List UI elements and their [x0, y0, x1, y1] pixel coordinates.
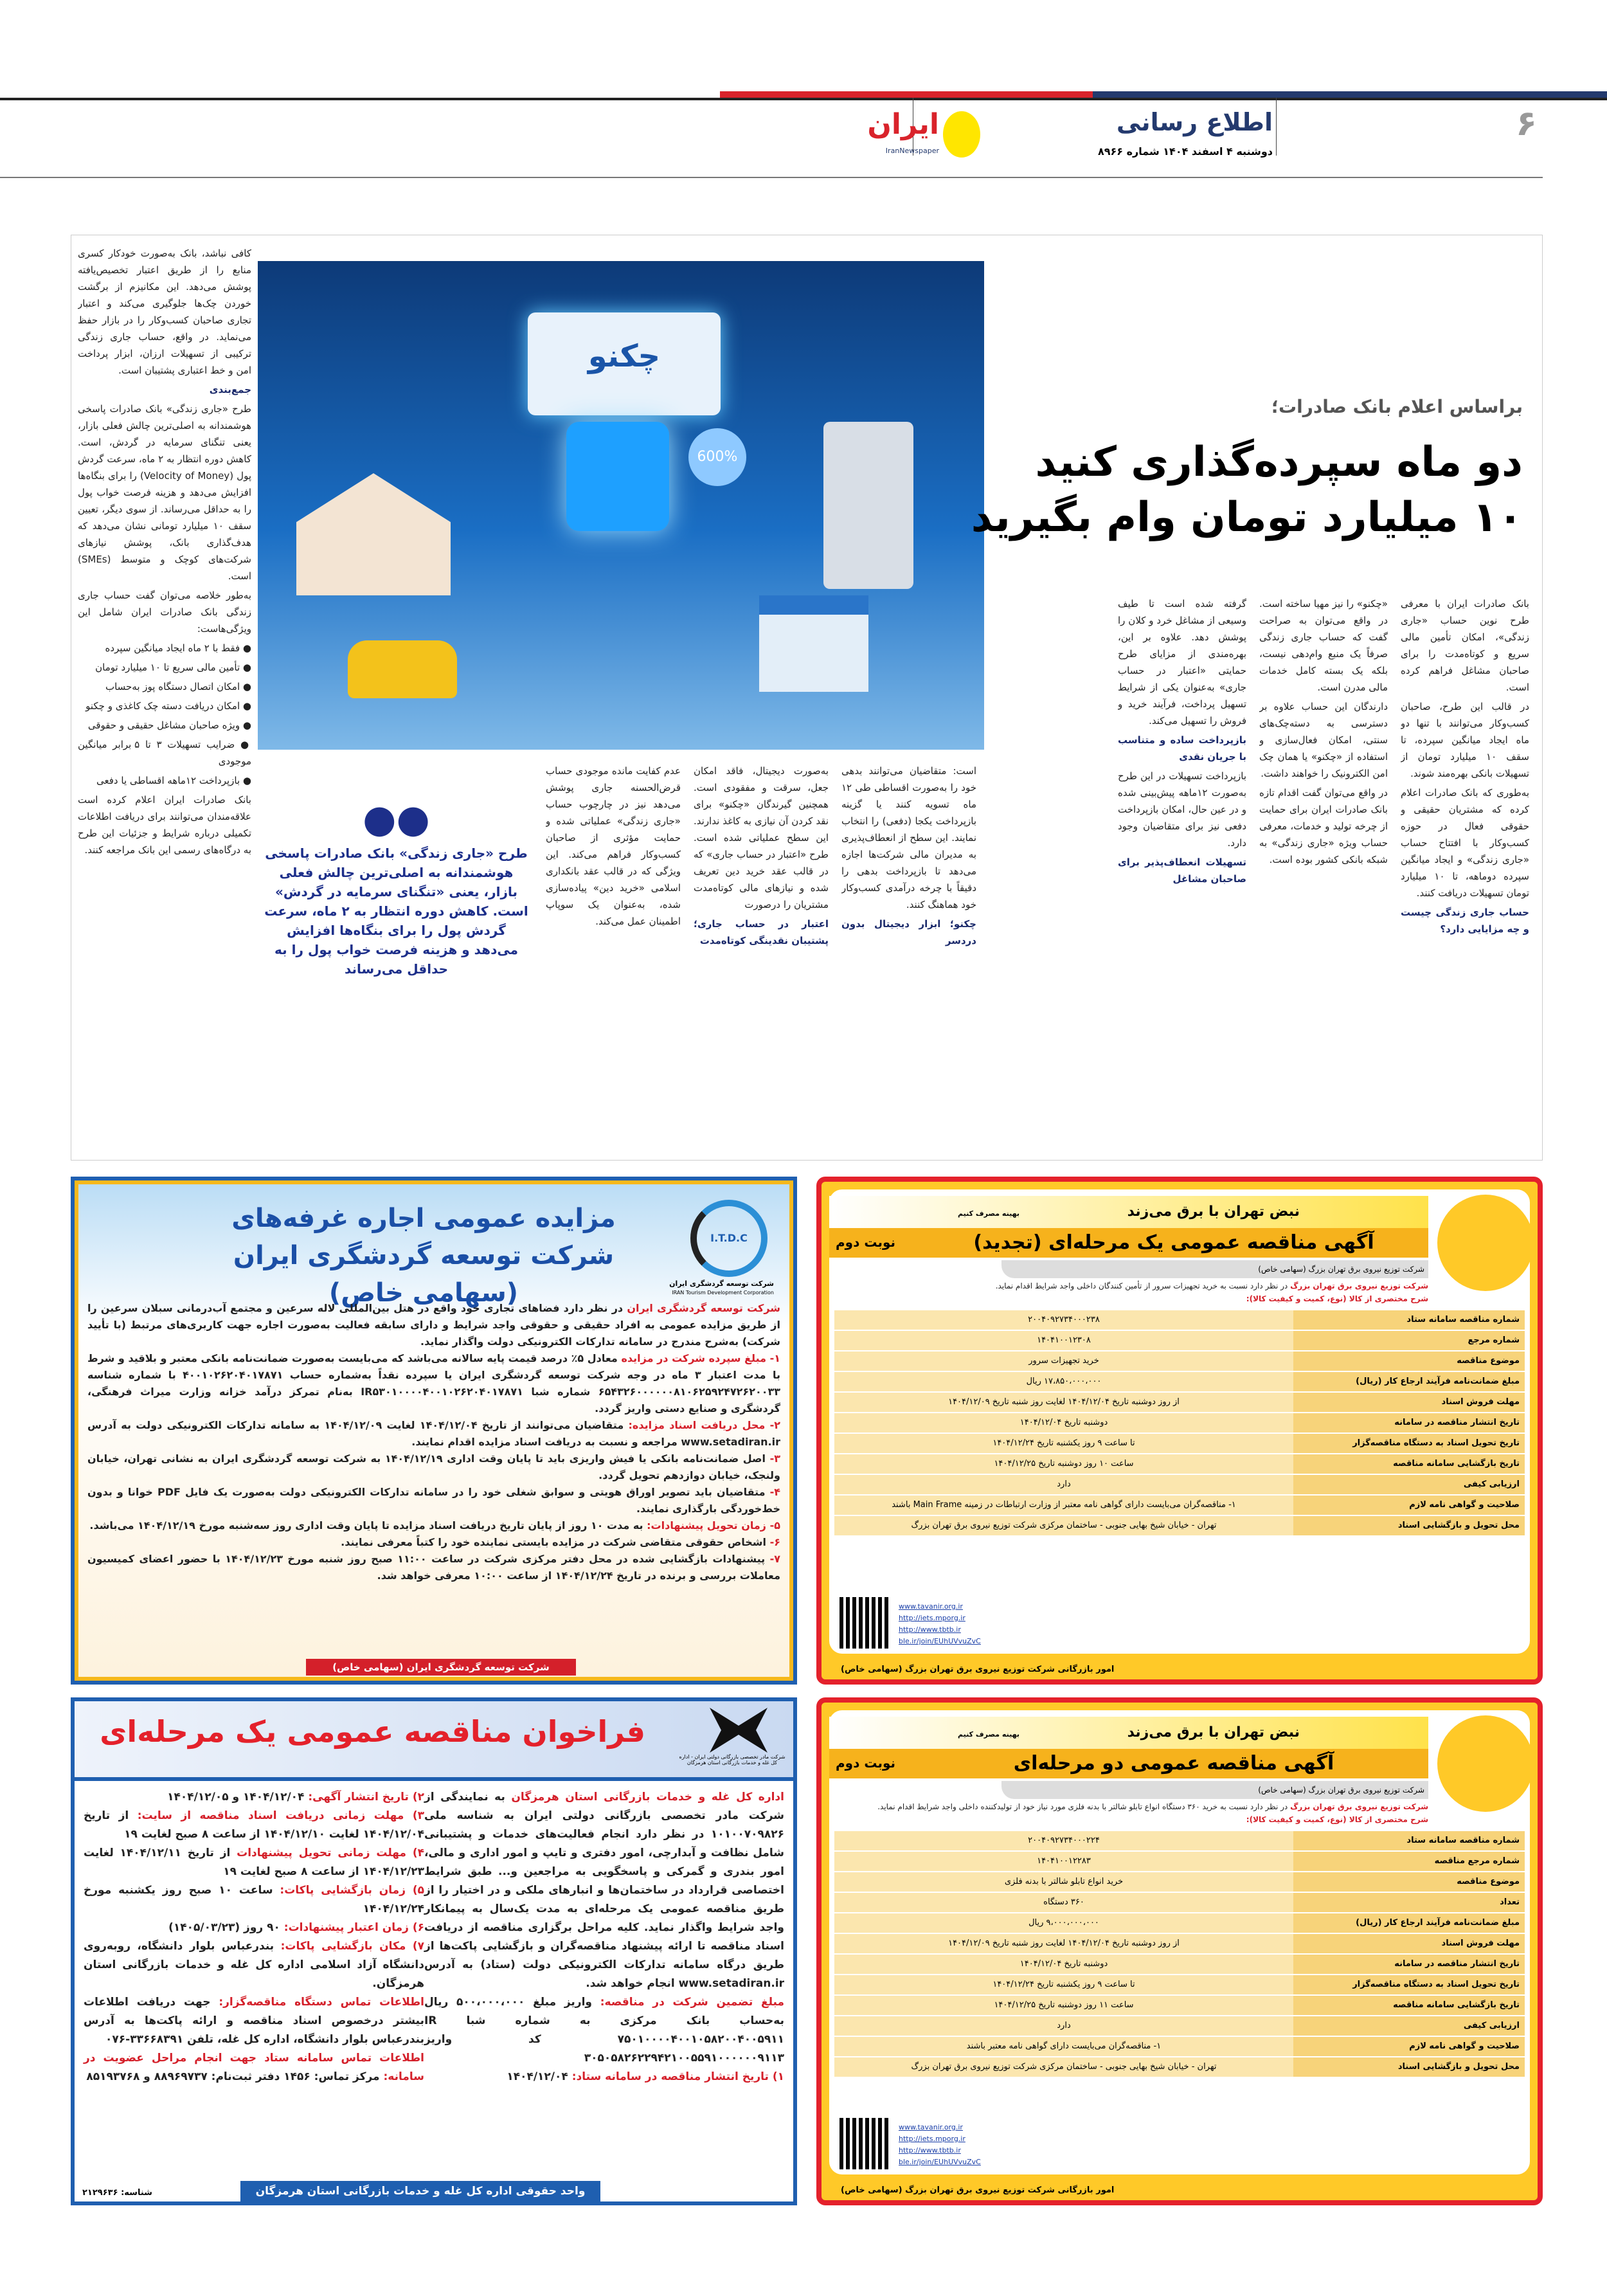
phone-card [528, 312, 721, 415]
item-heading: ۶- [769, 1536, 780, 1548]
item-heading: ۵) زمان بازگشایی پاکات: [280, 1884, 425, 1897]
row-label: مهلت فروش اسناد [1293, 1393, 1525, 1412]
logo-caption-en: IRAN Tourism Development Corporation [672, 1290, 774, 1296]
row-value: تهران - خیابان شیخ بهایی جنوبی - ساختمان مرکزی شرکت توزیع نیروی برق تهران بزرگ [834, 2057, 1293, 2077]
row-label: شماره مرجع مناقصه [1293, 1852, 1525, 1871]
paragraph: است: متقاضیان می‌توانند بدهی خود را به‌صورت اقساطی طی ۱۲ ماه تسویه کنند یا گزینه بازپرداخت یکجا (دفعی) را انتخاب نمایند. این سطح از انعطاف‌پذیری به مدیران مالی شرکت‌ها اجازه می‌دهد تا بازپرداخت بدهی را دقیقاً با چرخه درآمدی کسب‌وکار خود هماهنگ کنند. [841, 765, 976, 910]
intro-text: در نظر دارد نسبت به خرید تجهیزات سرور از تأمین کنندگان داخلی واجد شرایط اقدام نماید. [995, 1281, 1291, 1290]
lead-text: در نظر دارد فضاهای تجاری خود واقع در هتل بین‌المللی لاله سرعین و مجتمع آب‌درمانی سبلان سرعین را از طریق مزایده عمومی به افراد حقیقی و حقوقی واجد شرایط و دارای سابقه فعالیت به‌صورت اجاره جهت کاربری‌های مرتبط (با تأیید شرکت) به‌شرح مندرج در سامانه تدارکات الکترونیکی دولت واگذار نماید. [87, 1302, 780, 1348]
intro [834, 1279, 1428, 1305]
ad-title: فراخوان مناقصه عمومی یک مرحله‌ای [100, 1714, 645, 1749]
logo-sun-icon [943, 111, 980, 158]
row-label: تاریخ بازگشایی سامانه مناقصه [1293, 1996, 1525, 2015]
ad-body [87, 1300, 780, 1584]
table-row [834, 1331, 1525, 1351]
link[interactable]: www.tavanir.org.ir [899, 2123, 963, 2131]
table-row [834, 1852, 1525, 1872]
list-item: ● امکان دریافت دسته چک کاغذی و چکنو [85, 700, 251, 712]
list-item: ● فقط با ۲ ماه ایجاد میانگین سپرده [105, 642, 251, 654]
ad-title-2: شرکت توسعه گردشگری ایران (سهامی خاص) [233, 1241, 615, 1308]
row-label: مهلت فروش اسناد [1293, 1934, 1525, 1953]
row-value: تهران - خیابان شیخ بهایی جنوبی - ساختمان مرکزی شرکت توزیع نیروی برق تهران بزرگ [834, 1516, 1293, 1535]
row-label: تاریخ تحویل اسناد به دستگاه مناقصه‌گزار [1293, 1975, 1525, 1994]
link[interactable]: http://www.tbtb.ir [899, 2146, 961, 2155]
table-row [834, 1475, 1525, 1496]
intro [834, 1800, 1428, 1826]
intro-highlight: شرکت توزیع نیروی برق تهران بزرگ [1290, 1802, 1428, 1811]
table-row [834, 1893, 1525, 1913]
table-row [834, 1434, 1525, 1454]
tavanir-logo-icon [1437, 1195, 1534, 1291]
row-value: خرید تجهیزات سرور [834, 1351, 1293, 1371]
ad-ghalleh-tender [71, 1697, 797, 2205]
row-label: صلاحیت و گواهی نامه لازم [1293, 2037, 1525, 2056]
date-line: دوشنبه ۴ اسفند ۱۴۰۴ شماره ۸۹۶۶ [1097, 145, 1273, 158]
table-row [834, 1310, 1525, 1331]
slogan-sub: بهینه مصرف کنیم [958, 1730, 1019, 1739]
table-row [834, 1996, 1525, 2016]
item-text: واریز مبلغ ۵۰۰،۰۰۰،۰۰۰ ریال به‌حساب بانک مرکزی به شماره شبا IR ۷۵۰۱۰۰۰۰۴۰۰۱۰۵۸۲۰۰۴۰۰۵۹۱۱ کد واریز ۳۰۵۰۵۸۲۶۲۲۹۴۲۱۰۰۵۵۹۱۰۰۰۰۰۰۹۱۱۳ [424, 1996, 784, 2065]
item-heading: ۱) تاریخ انتشار مناقصه در سامانه ستاد: [571, 2070, 784, 2083]
paragraph: به‌طور خلاصه می‌توان گفت حساب جاری زندگی بانک صادرات ایران شامل این ویژگی‌هاست: [78, 590, 251, 635]
slogan: نبض تهران با برق می‌زند [1127, 1204, 1300, 1220]
item-heading: ۷- [769, 1553, 780, 1565]
ad-footer: شرکت توسعه گردشگری ایران (سهامی خاص) [306, 1659, 576, 1676]
row-label: موضوع مناقصه [1293, 1872, 1525, 1892]
table-row [834, 2037, 1525, 2057]
article-column-6 [546, 763, 681, 1148]
row-label: محل تحویل و بازگشایی اسناد [1293, 2057, 1525, 2077]
row-value: ۲۰۰۴۰۹۲۷۳۴۰۰۰۲۳۸ [834, 1310, 1293, 1330]
links [899, 2122, 1066, 2168]
table-row [834, 1372, 1525, 1393]
row-label: تاریخ انتشار مناقصه در سامانه [1293, 1413, 1525, 1433]
row-label: تعداد [1293, 1893, 1525, 1912]
intro-text: در نظر دارد نسبت به خرید ۳۶۰ دستگاه انواع تابلو شالتر با بدنه فلزی مورد نیاز خود از تولیدکننده داخلی واجد شرایط اقدام نماید. [877, 1802, 1291, 1811]
item-text: جهت دریافت اطلاعات بیشتر درخصوص اسناد مناقصه و ارائه پاکت‌ها به آدرس بندرعباس بلوار دانشگاه، اداره کل غله، تلفن ۳۳۶۶۸۳۹۱-۰۷۶ [84, 1996, 424, 2046]
item-text: اصل ضمانت‌نامه بانکی یا فیش واریزی باید تا پایان وقت اداری ۱۴۰۴/۱۲/۱۹ به شرکت توسعه گردشگری ایران به نشانی تهران، خیابان ولنجک، خیابان دوازدهم تحویل گردد. [87, 1452, 780, 1481]
paragraph: دارندگان این حساب علاوه بر دسترسی به دسته‌چک‌های سنتی، امکان فعال‌سازی و استفاده از «چکنو» یا همان چک امن الکترونیک را خواهند داشت. [1259, 701, 1388, 779]
row-value: از روز دوشنبه تاریخ ۱۴۰۴/۱۲/۰۴ لغایت روز شنبه تاریخ ۱۴۰۴/۱۲/۰۹ [834, 1934, 1293, 1953]
lead-highlight: اداره کل غله و خدمات بازرگانی استان هرمزگان [511, 1791, 784, 1803]
row-value: دارد [834, 1475, 1293, 1494]
paragraph: در واقع می‌توان گفت اقدام تازه بانک صادرات ایران برای حمایت از چرخه تولید و خدمات، معرفی حساب ویژه «جاری زندگی» به شبکه بانکی کشور بوده است. [1259, 787, 1388, 865]
row-value: دارد [834, 2016, 1293, 2036]
link[interactable]: http://iets.mporg.ir [899, 2135, 965, 2143]
paragraph: بانک صادرات ایران اعلام کرده است علاقه‌مندان می‌توانند برای دریافت اطلاعات تکمیلی درباره شرایط و جزئیات این طرح به درگاه‌های رسمی این بانک مراجعه کنند. [78, 794, 251, 856]
table-row [834, 1496, 1525, 1516]
ad-footer: امور بازرگانی شرکت توزیع نیروی برق تهران بزرگ (سهامی خاص) [841, 1665, 1115, 1674]
row-value: ۱۴۰۴۱۰۰۱۲۳۰۸ [834, 1331, 1293, 1350]
paragraph: طرح «جاری زندگی» بانک صادرات پاسخی هوشمندانه به اصلی‌ترین چالش فعلی بازار، یعنی تنگنای سرمایه در گردش، است. کاهش دوره انتظار به ۲ ماه، سرعت گردش پول (Velocity of Money) را برای بنگاه‌ها افزایش می‌دهد و هزینه فرصت خواب پول را به حداقل می‌رساند. از سوی دیگر، تعیین سقف ۱۰ میلیارد تومانی نشان می‌دهد که هدف‌گذاری بانک، پوشش نیازهای شرکت‌های کوچک و متوسط (SMEs) است. [78, 403, 251, 582]
table-row [834, 1351, 1525, 1372]
slogan-sub: بهینه مصرف کنیم [958, 1209, 1019, 1218]
link[interactable]: ble.ir/join/EUhUVvuZvC [899, 1637, 981, 1645]
row-label: صلاحیت و گواهی نامه لازم [1293, 1496, 1525, 1515]
header-bottom-rule [0, 177, 1543, 178]
item-heading: ۳) مهلت زمانی دریافت اسناد مناقصه از سایت: [137, 1809, 425, 1822]
itdc-logo: I.T.D.C [690, 1200, 768, 1277]
ad-id-code: شناسه: ۲۱۲۹۶۳۶ [82, 2188, 152, 2198]
newspaper-logo [865, 108, 980, 159]
header-rule [0, 98, 1607, 100]
item-heading: ۱- مبلغ سپرده شرکت در مزایده [621, 1352, 781, 1364]
row-label: شماره مناقصه سامانه ستاد [1293, 1310, 1525, 1330]
item-text[interactable]: متقاضیان می‌توانند از تاریخ ۱۴۰۴/۱۲/۰۴ لغایت ۱۴۰۴/۱۲/۰۹ به سامانه تدارکات الکترونیکی دولت به آدرس www.setadiran.ir مراجعه و نسبت به دریافت اسناد مزایده اقدام نمایند. [87, 1419, 780, 1448]
item-text: ۱۴۰۴/۱۲/۰۴ [507, 2070, 572, 2083]
item-heading: ۶) زمان اعتبار پیشنهادات: [283, 1921, 424, 1934]
quote-icon: ●● [363, 797, 430, 842]
qr-code-icon [839, 1597, 891, 1649]
item-heading: ۲) تاریخ انتشار آگهی: [308, 1791, 424, 1803]
link[interactable]: ble.ir/join/EUhUVvuZvC [899, 2158, 981, 2166]
article-title [971, 435, 1523, 545]
round-badge: نوبت دوم [836, 1755, 896, 1771]
ad-tavanir-tender-2 [816, 1697, 1543, 2205]
item-text: متقاضیان باید تصویر اوراق هویتی و سوابق شغلی خود را در سامانه تدارکات الکترونیکی دولت به‌صورت یک فایل PDF خوانا و بدون خط‌خوردگی بارگذاری نمایند. [87, 1486, 780, 1515]
table-row [834, 1393, 1525, 1413]
round-badge: نوبت دوم [836, 1234, 896, 1250]
item-text: معادل ۵٪ درصد قیمت پایه سالانه می‌باشد که می‌بایست به‌صورت ضمانت‌نامه بانکی معتبر و بلاقید و شرط با مدت اعتبار ۳ ماه در وجه شرکت توسعه گردشگری ایران یا سپرده نقداً به‌شماره حساب ۴۰۰۱۰۲۶۲۰۴۰۱۷۸۷۱ با شماره شناسه ۶۵۴۳۲۶۰۰۰۰۰۰۸۱۰۶۲۵۹۲۴۷۲۶۲۰۰۳۳ شماره شبا IR۵۳۰۱۰۰۰۰۴۰۰۱۰۲۶۲۰۴۰۱۷۸۷۱ به‌نام تمرکز درآمد خزانه وزارت میراث فرهنگی، گردشگری و صنایع دستی واریز گردد. [87, 1352, 781, 1415]
paragraph: کافی نباشد، بانک به‌صورت خودکار کسری منابع را از طریق اعتبار تخصیص‌یافته پوشش می‌دهد. این مکانیزم از برگشت خوردن چک‌ها جلوگیری می‌کند و اعتبار تجاری صاحبان کسب‌وکار را در بازار حفظ می‌نماید. در واقع، حساب جاری زندگی ترکیبی از تسهیلات ارزان، ابزار پرداخت امن و خط اعتباری پشتیبان است. [78, 248, 251, 376]
ad-col-right [424, 1788, 784, 2086]
row-value: ۹،۰۰۰،۰۰۰،۰۰۰ ریال [834, 1913, 1293, 1933]
list-item: ● بازپرداخت ۱۲ماهه اقساطی یا دفعی [96, 775, 251, 786]
table-row [834, 1913, 1525, 1934]
table-row [834, 2057, 1525, 2078]
row-value: ۱۴۰۴۱۰۰۱۲۲۸۳ [834, 1852, 1293, 1871]
table-row [834, 1975, 1525, 1996]
row-label: ارزیابی کیفی [1293, 2016, 1525, 2036]
item-text: اشخاص حقوقی متقاضی شرکت در مزایده بایستی نماینده خود را کتباً معرفی نمایند. [341, 1536, 770, 1548]
item-heading: ۴) مهلت زمانی تحویل پیشنهادات [237, 1847, 424, 1859]
logo-caption: شرکت مادر تخصصی بازرگانی دولتی ایران - اداره کل غله و خدمات بازرگانی استان هرمزگان [679, 1754, 786, 1766]
house-icon [296, 473, 451, 595]
paragraph: گرفته شده است تا طیف وسیعی از مشاغل خرد و کلان را پوشش دهد. علاوه بر این، بهره‌مندی از مزایای طرح حمایتی «اعتبار در حساب جاری» به‌عنوان یکی از شرایط تسهیل پرداخت، فرآیند خرید و فروش را تسهیل می‌کند. [1118, 598, 1246, 727]
article-column-7 [78, 245, 251, 1152]
row-value: دوشنبه تاریخ ۱۴۰۴/۱۲/۰۴ [834, 1413, 1293, 1433]
table-row [834, 1955, 1525, 1975]
row-label: تاریخ انتشار مناقصه در سامانه [1293, 1955, 1525, 1974]
item-heading: ۳- [769, 1452, 780, 1465]
pullquote [263, 797, 530, 979]
coin-badge: 600% [688, 428, 746, 486]
table-row [834, 2016, 1525, 2037]
article-image [258, 261, 984, 750]
row-value: از روز دوشنبه تاریخ ۱۴۰۴/۱۲/۰۴ لغایت روز شنبه تاریخ ۱۴۰۴/۱۲/۰۹ [834, 1393, 1293, 1412]
article-kicker: براساس اعلام بانک صادرات؛ [1271, 396, 1523, 417]
section-title: اطلاع رسانی [1116, 108, 1273, 136]
company-name: شرکت توزیع نیروی برق تهران بزرگ (سهامی خاص) [1001, 1781, 1428, 1799]
divider [1276, 98, 1277, 156]
row-value: ۱- مناقصه‌گران می‌بایست دارای گواهی نامه معتبر از وزارت ارتباطات در زمینه Main Frame باشند [834, 1496, 1293, 1515]
item-text: به مدت ۱۰ روز از پایان تاریخ دریافت اسناد مزایده تا پایان وقت اداری روز سه‌شنبه مورخ ۱۴۰۴/۱۲/۱۹ می‌باشد. [89, 1519, 647, 1532]
subheading: تسهیلات انعطاف‌پذیر برای صاحبان مشاغل [1118, 856, 1246, 885]
ad-itdc-auction [71, 1177, 797, 1685]
lock-icon [566, 422, 669, 531]
image-label: چکنو [588, 338, 661, 374]
paragraph: «چکنو» را نیز مهیا ساخته است. در واقع می‌توان به صراحت گفت که حساب جاری زندگی صرفاً یک منبع وام‌دهی نیست، بلکه یک بسته کامل خدمات مالی مدرن است. [1259, 598, 1388, 693]
article-column-3 [1118, 595, 1246, 1148]
list-item: ● ویژه صاحبان مشاغل حقیقی و حقوقی [87, 719, 251, 731]
row-value: ۳۶۰ دستگاه [834, 1893, 1293, 1912]
item-text: پیشنهادات بازگشایی شده در محل دفتر مرکزی شرکت در ساعت ۱۱:۰۰ صبح روز شنبه مورخ ۱۴۰۴/۱۲/۲۳ با حضور اعضای کمیسیون معاملات بررسی و برنده در تاریخ ۱۴۰۴/۱۲/۲۴ از ساعت ۱۰:۰۰ معرفی خواهد شد. [87, 1553, 780, 1582]
row-label: محل تحویل و بازگشایی اسناد [1293, 1516, 1525, 1535]
article [71, 235, 1543, 1161]
slogan-bar [829, 1717, 1428, 1749]
subheading: اعتبار در حساب جاری؛ پشتیبان نقدینگی کوتاه‌مدت [694, 918, 829, 946]
subheading: چکنو؛ ابزار دیجیتال بدون دردسر [841, 918, 976, 946]
link[interactable]: http://www.tbtb.ir [899, 1625, 961, 1634]
logo-caption: شرکت توسعه گردشگری ایران [669, 1279, 774, 1288]
row-label: مبلغ ضمانت‌نامه فرآیند ارجاع کار (ریال) [1293, 1913, 1525, 1933]
tender-table [834, 1310, 1525, 1537]
link[interactable]: www.tavanir.org.ir [899, 1602, 963, 1611]
list-item: ● تأمین مالی سریع تا ۱۰ میلیارد تومان [95, 662, 251, 673]
top-bar-red [720, 91, 1093, 98]
table-row [834, 1454, 1525, 1475]
row-value: تا ساعت ۹ روز یکشنبه تاریخ ۱۴۰۴/۱۲/۲۴ [834, 1975, 1293, 1994]
ad-title-1: مزایده عمومی اجاره غرفه‌های [231, 1204, 616, 1233]
item-heading: اطلاعات تماس سامانه ستاد جهت انجام مراحل عضویت در سامانه: [84, 2052, 424, 2083]
article-column-4 [841, 763, 976, 1148]
row-value: دوشنبه تاریخ ۱۴۰۴/۱۲/۰۴ [834, 1955, 1293, 1974]
item-text: مرکز تماس: ۱۴۵۶ دفتر ثبت‌نام: ۸۸۹۶۹۷۳۷ و ۸۵۱۹۳۷۶۸ [86, 2070, 384, 2083]
row-value: تا ساعت ۹ روز یکشنبه تاریخ ۱۴۰۴/۱۲/۲۴ [834, 1434, 1293, 1453]
item-text: ساعت ۱۰ صبح روز یکشنبه مورخ ۱۴۰۴/۱۲/۲۴ [84, 1884, 424, 1915]
subheading: حساب جاری زندگی چیست و چه مزایایی دارد؟ [1401, 907, 1529, 935]
ad-footer: واحد حقوقی اداره کل غله و خدمات بازرگانی استان هرمزگان [240, 2181, 600, 2201]
row-value: ۲۰۰۴۰۹۲۷۳۴۰۰۰۲۲۴ [834, 1831, 1293, 1850]
item-heading: ۲- محل دریافت اسناد مزایده: [628, 1419, 781, 1431]
item-heading: ۵- زمان تحویل پیشنهادات: [647, 1519, 780, 1532]
article-column-5 [694, 763, 829, 1148]
link[interactable]: http://iets.mporg.ir [899, 1614, 965, 1622]
item-text: ۱۴۰۴/۱۲/۰۴ و ۱۴۰۴/۱۲/۰۵ [167, 1791, 309, 1803]
item-heading: مبلغ تضمین شرکت در مناقصه: [600, 1996, 784, 2009]
table-row [834, 1934, 1525, 1955]
top-bar-navy [1093, 91, 1607, 98]
qr-code-icon [839, 2118, 891, 2169]
item-heading: اطلاعات تماس دستگاه مناقصه‌گزار: [219, 1996, 424, 2009]
ad-tavanir-tender-1 [816, 1177, 1543, 1685]
links [899, 1601, 1066, 1647]
row-label: مبلغ ضمانت‌نامه فرآیند ارجاع کار (ریال) [1293, 1372, 1525, 1391]
row-label: ارزیابی کیفی [1293, 1475, 1525, 1494]
car-icon [348, 640, 457, 698]
paragraph: بانک صادرات ایران با معرفی طرح نوین حساب «جاری زندگی»، امکان تأمین مالی سریع و کوتاه‌مدت را برای صاحبان مشاغل فراهم کرده است. [1401, 598, 1529, 693]
ad-footer: امور بازرگانی شرکت توزیع نیروی برق تهران بزرگ (سهامی خاص) [841, 2185, 1115, 2195]
paragraph: در قالب این طرح، صاحبان کسب‌وکار می‌توانند با تنها دو ماه ایجاد میانگین سپرده، تا سقف ۱۰ میلیارد تومان از تسهیلات بانکی بهره‌مند شوند. [1401, 701, 1529, 779]
list-item: ● ضرایب تسهیلات ۳ تا ۵ برابر میانگین موجودی [78, 739, 251, 767]
table-row [834, 1831, 1525, 1852]
title-line-2: ۱۰ میلیارد تومان وام بگیرید [971, 494, 1523, 541]
article-column-2 [1259, 595, 1388, 1148]
item-text: از تاریخ ۱۴۰۴/۱۲/۱۱ لغایت ۱۴۰۴/۱۲/۲۳ از ساعت ۸ صبح لغایت ۱۹ [84, 1847, 424, 1878]
paragraph: به‌طوری که بانک صادرات اعلام کرده که مشتریان حقیقی و حقوقی فعال در حوزه کسب‌وکار با افتتاح حساب «جاری زندگی» و ایجاد میانگین سپرده دوماهه، تا ۱۰ میلیارد تومان تسهیلات دریافت کنند. [1401, 787, 1529, 899]
pullquote-text: طرح «جاری زندگی» بانک صادرات پاسخی هوشمندانه به اصلی‌ترین چالش فعلی بازار، یعنی «تنگنای سرمایه در گردش» است. کاهش دوره انتظار به ۲ ماه، سرعت گردش پول را برای بنگاه‌ها افزایش می‌دهد و هزینه فرصت خواب پول را به حداقل می‌رساند [264, 845, 528, 977]
atm-icon [823, 422, 913, 589]
row-value: ۱۷،۸۵۰،۰۰۰،۰۰۰ ریال [834, 1372, 1293, 1391]
table-row [834, 1516, 1525, 1537]
table-row [834, 1413, 1525, 1434]
company-name: شرکت توزیع نیروی برق تهران بزرگ (سهامی خاص) [1001, 1260, 1428, 1278]
table-row [834, 1872, 1525, 1893]
slogan-bar [829, 1196, 1428, 1228]
row-label: شماره مرجع [1293, 1331, 1525, 1350]
row-value: ۱- مناقصه‌گران می‌بایست دارای گواهی نامه معتبر باشند [834, 2037, 1293, 2056]
subheading: جمع‌بندی [209, 384, 251, 395]
brief: شرح مختصری از کالا (نوع، کمیت و کیفیت کالا): [1246, 1815, 1428, 1824]
ad-title: آگهی مناقصه عمومی دو مرحله‌ای [829, 1749, 1428, 1778]
article-column-1 [1401, 595, 1529, 1148]
intro-highlight: شرکت توزیع نیروی برق تهران بزرگ [1290, 1281, 1428, 1290]
lead-highlight: شرکت توسعه گردشگری ایران [627, 1302, 781, 1314]
item-heading: ۷) مکان بازگشایی پاکات: [280, 1940, 425, 1953]
logo-text: ایران [867, 108, 939, 141]
item-text: ۹۰ روز (۱۴۰۵/۰۳/۲۳) [168, 1921, 284, 1934]
slogan: نبض تهران با برق می‌زند [1127, 1724, 1300, 1740]
title-line-1: دو ماه سپرده‌گذاری کنید [1035, 438, 1523, 486]
lead-text: به نمایندگی از شرکت مادر تخصصی بازرگانی دولتی ایران به شناسه ملی ۱۰۱۰۰۷۰۹۸۲۶ در نظر دارد انجام فعالیت‌های خدمات و پشتیبانی شامل نظافت و آبدارچی، امور دفتری و تایپ و امور اداری و مالی، امور بندری و گمرکی و پاسخگویی به مراجعین و... طبق شرایط اختصاصی قرارداد در ساختمان‌ها و انبارهای ملکی و در اختیار را از طریق مناقصه عمومی یک مرحله‌ای به مدت یک‌سال به پیمانکار واجد شرایط واگذار نماید. کلیه مراحل برگزاری مناقصه از دریافت اسناد مناقصه تا ارائه پیشنهاد مناقصه‌گران و بازگشایی پاکت‌ها از طریق درگاه سامانه تدارکات الکترونیکی دولت (ستاد) به آدرس www.setadiran.ir انجام خواهد شد. [424, 1791, 784, 1990]
brief: شرح مختصری از کالا (نوع، کمیت و کیفیت کالا): [1246, 1294, 1428, 1303]
row-label: شماره مناقصه سامانه ستاد [1293, 1831, 1525, 1850]
row-value: ساعت ۱۰ روز دوشنبه تاریخ ۱۴۰۴/۱۲/۲۵ [834, 1454, 1293, 1474]
ad-col-left [84, 1788, 424, 2086]
item-heading: ۴- [769, 1486, 780, 1498]
subheading: بازپرداخت ساده و متناسب با جریان نقدی [1118, 734, 1246, 763]
tender-table [834, 1831, 1525, 2078]
item-text: بندرعباس بلوار دانشگاه، روبه‌روی دانشگاه آزاد اسلامی اداره کل غله و خدمات بازرگانی استان هرمزگان. [84, 1940, 424, 1990]
paragraph: عدم کفایت مانده موجودی حساب قرض‌الحسنه جاری پوشش می‌دهد نیز در چارچوب حساب «جاری زندگی» عملیاتی شده و حمایت مؤثری از صاحبان کسب‌وکار فراهم می‌کند. این ویژگی که در قالب عقد بانکداری اسلامی «خرید دین» پیاده‌سازی شده، به‌عنوان یک سوپاپ اطمینان عمل می‌کند. [546, 765, 681, 927]
row-label: تاریخ بازگشایی سامانه مناقصه [1293, 1454, 1525, 1474]
list-item: ● امکان اتصال دستگاه پوز به‌حساب [105, 681, 251, 692]
shop-icon [759, 595, 868, 692]
tavanir-logo-icon [1437, 1715, 1534, 1812]
row-label: موضوع مناقصه [1293, 1351, 1525, 1371]
logo-sub: IranNewspaper [885, 147, 939, 155]
row-value: خرید انواع تابلو شالتر با بدنه فلزی [834, 1872, 1293, 1892]
paragraph: بازپرداخت تسهیلات در این طرح به‌صورت ۱۲ماهه پیش‌بینی شده و در عین حال، امکان بازپرداخت دفعی نیز برای متقاضیان وجود دارد. [1118, 770, 1246, 849]
row-label: تاریخ تحویل اسناد به دستگاه مناقصه‌گزار [1293, 1434, 1525, 1453]
page-number: ۶ [1516, 103, 1537, 143]
ad-title: آگهی مناقصه عمومی یک مرحله‌ای (تجدید) [829, 1228, 1428, 1258]
paragraph: به‌صورت دیجیتال، فاقد امکان جعل، سرقت و مفقودی است. همچنین گیرندگان «چکنو» برای نقد کردن آن نیازی به کاغذ ندارند. این سطح عملیاتی شده است. طرح «اعتبار در حساب جاری» که در قالب عقد خرید دین تعریف شده و نیازهای مالی کوتاه‌مدت مشتریان را درصورت [694, 765, 829, 910]
item-text: از تاریخ ۱۴۰۴/۱۲/۰۴ لغایت ۱۴۰۴/۱۲/۱۰ از ساعت ۸ صبح لغایت ۱۹ [84, 1809, 424, 1841]
row-value: ساعت ۱۱ روز دوشنبه تاریخ ۱۴۰۴/۱۲/۲۵ [834, 1996, 1293, 2015]
